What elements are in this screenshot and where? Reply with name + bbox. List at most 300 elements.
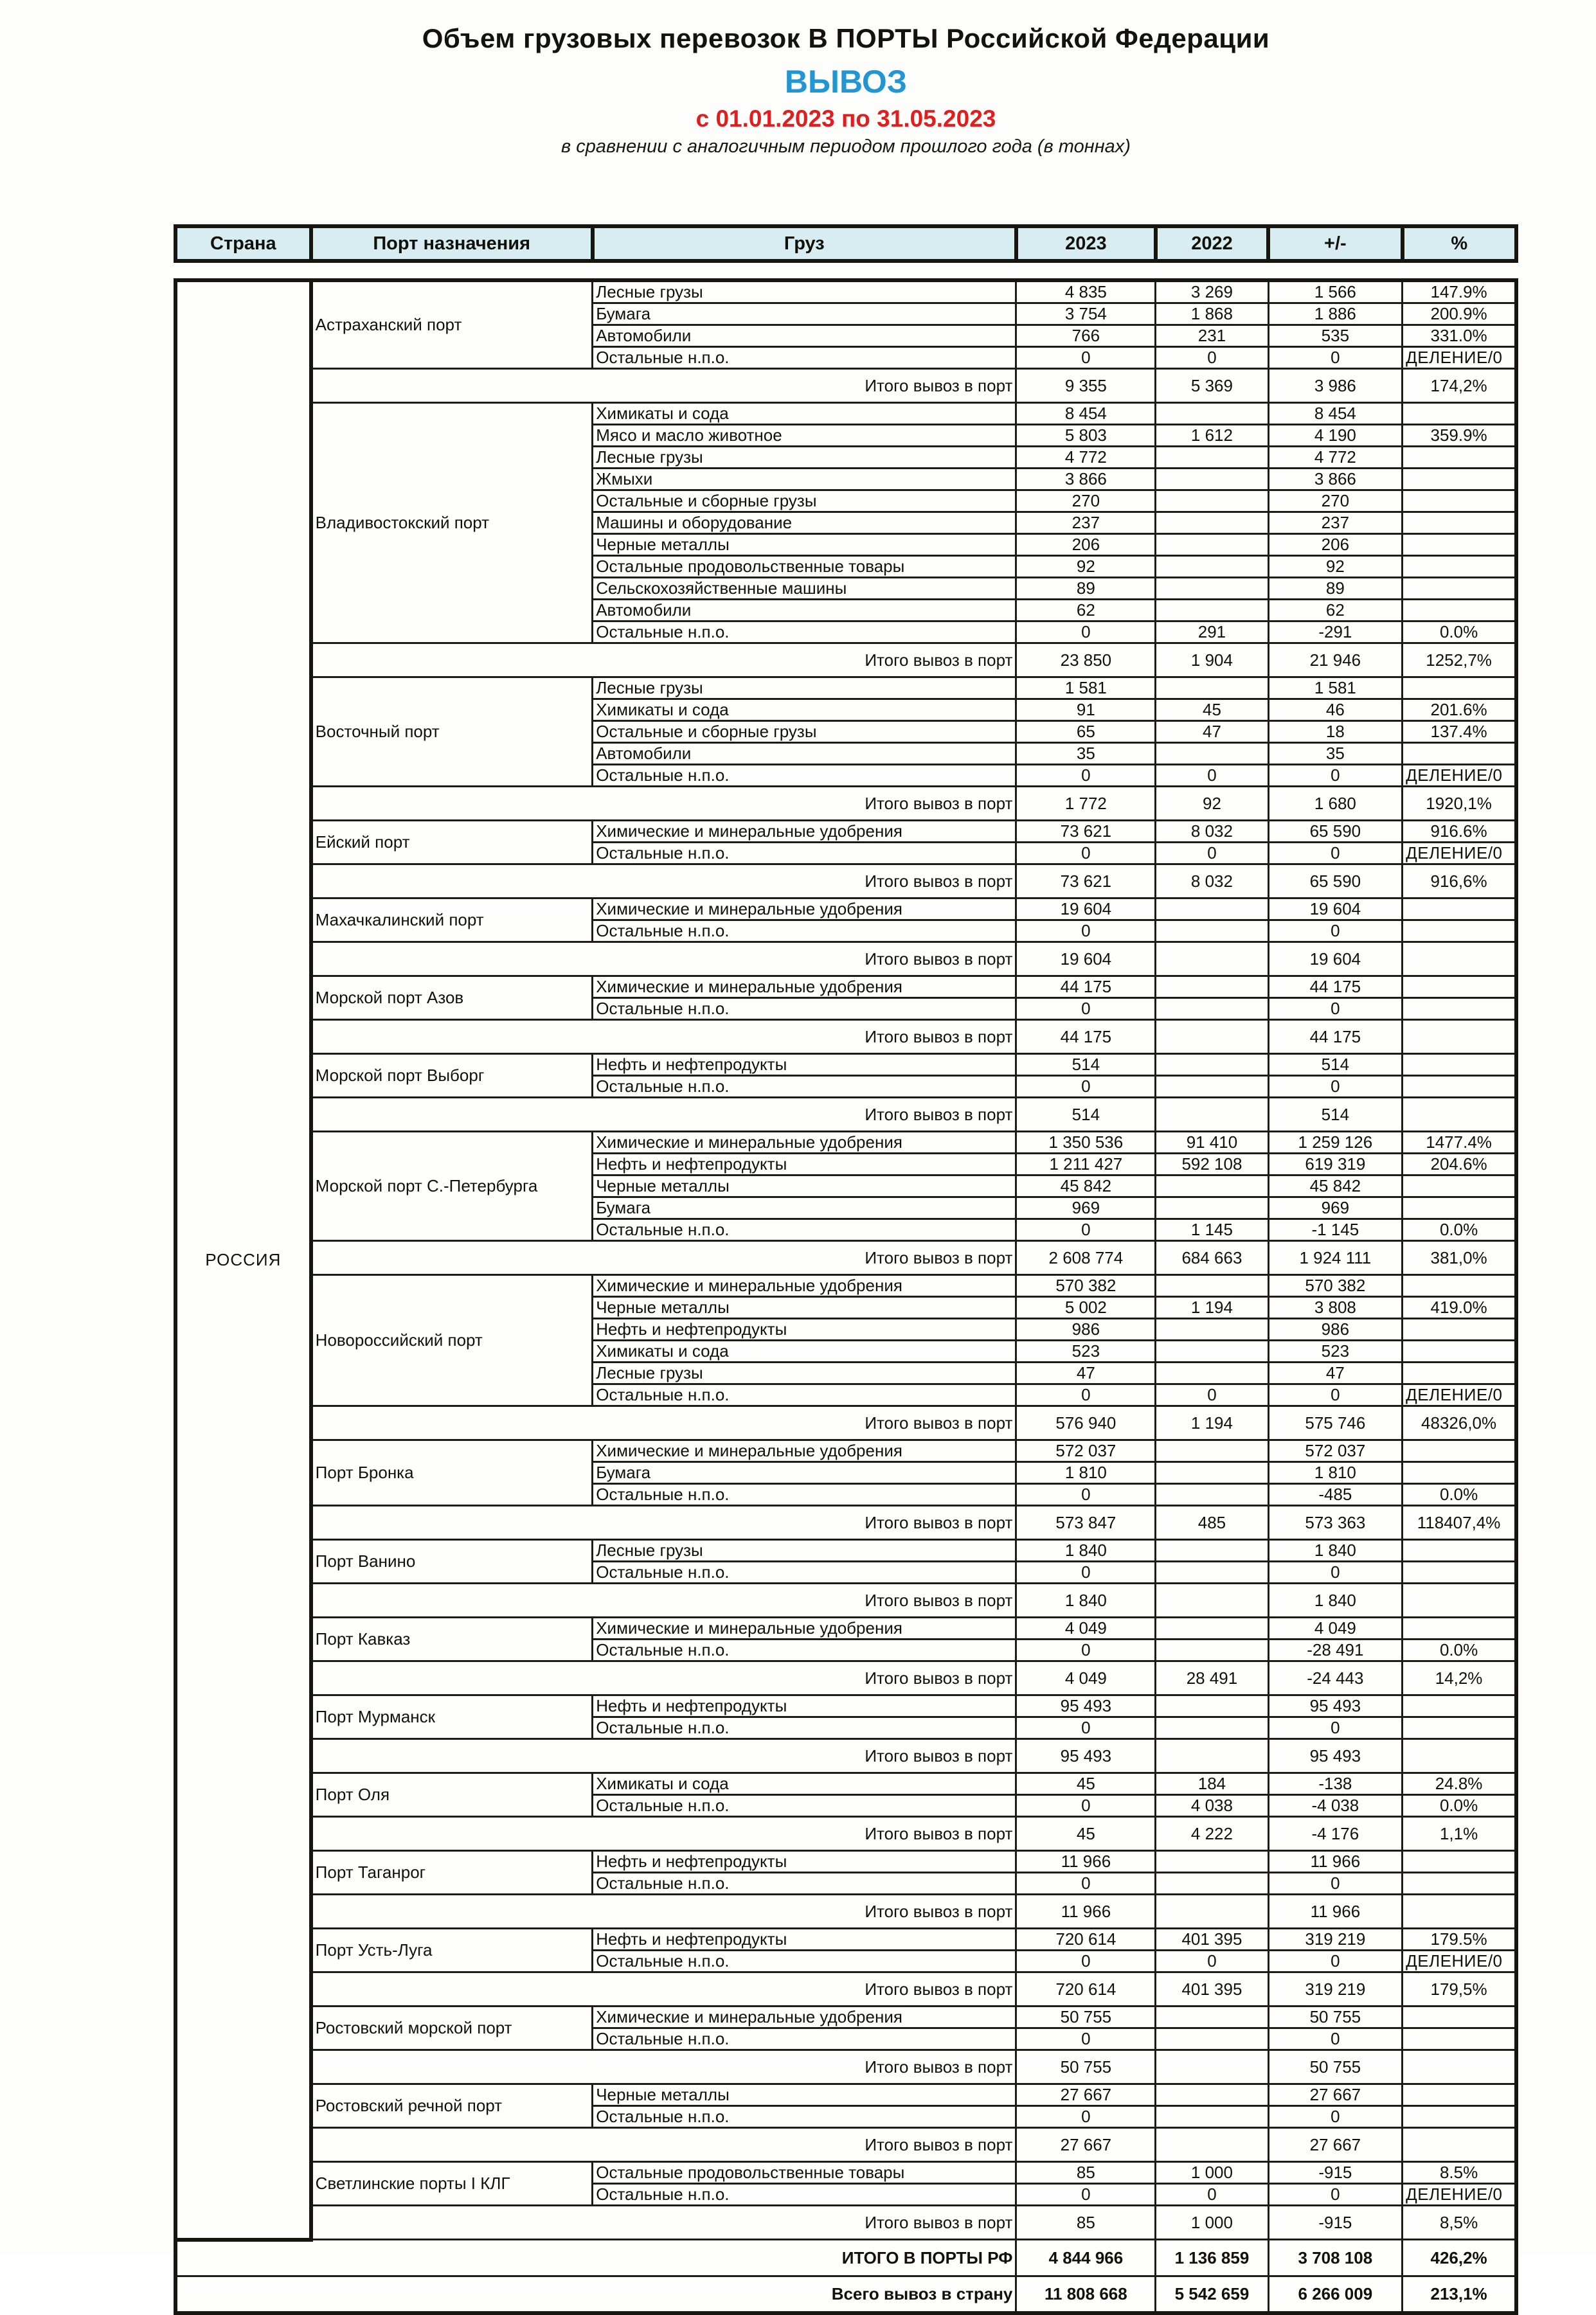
cell-value: 0 [1016, 1640, 1156, 1661]
port-name-cell: Порт Ванино [311, 1540, 593, 1584]
cargo-row [175, 1440, 1516, 1462]
port-total-label: Итого вывоз в порт [311, 1661, 1016, 1695]
cell-value [1156, 2128, 1268, 2162]
cell-value: 73 621 [1016, 821, 1156, 843]
cell-value: 1477.4% [1403, 1132, 1516, 1154]
cell-value: 1 581 [1016, 677, 1156, 699]
cell-cargo-name: Остальные н.п.о. [593, 1484, 1016, 1506]
column-header: +/- [1268, 226, 1403, 261]
cell-value: 95 493 [1268, 1739, 1403, 1773]
cell-cargo-name: Химикаты и сода [593, 1341, 1016, 1363]
cell-value: 118407,4% [1403, 1506, 1516, 1540]
cell-value [1403, 2106, 1516, 2128]
cell-cargo-name: Мясо и масло животное [593, 425, 1016, 447]
cell-value [1156, 1054, 1268, 1076]
cell-value [1156, 469, 1268, 490]
cell-value: 4 049 [1016, 1661, 1156, 1695]
cell-value: 1 904 [1156, 643, 1268, 677]
port-total-row [175, 1739, 1516, 1773]
cargo-row [175, 677, 1516, 699]
cell-cargo-name: Автомобили [593, 325, 1016, 347]
cell-value: 1 840 [1268, 1584, 1403, 1618]
cell-value: 1 136 859 [1156, 2240, 1268, 2276]
cell-value: 0 [1156, 765, 1268, 787]
cell-cargo-name: Сельскохозяйственные машины [593, 578, 1016, 600]
cell-value: 1 259 126 [1268, 1132, 1403, 1154]
cell-value: 619 319 [1268, 1154, 1403, 1175]
cell-cargo-name: Лесные грузы [593, 280, 1016, 303]
cell-value [1403, 2028, 1516, 2050]
port-total-label: Итого вывоз в порт [311, 1406, 1016, 1440]
cell-value: 9 355 [1016, 369, 1156, 403]
cell-value: 65 [1016, 721, 1156, 743]
cell-value: 270 [1268, 490, 1403, 512]
cell-value: 4 222 [1156, 1817, 1268, 1851]
cell-value [1156, 1739, 1268, 1773]
cell-value: 0 [1268, 2184, 1403, 2206]
cell-value [1403, 1895, 1516, 1929]
cell-value: 47 [1268, 1363, 1403, 1384]
cell-cargo-name: Лесные грузы [593, 1363, 1016, 1384]
cell-value: 85 [1016, 2206, 1156, 2240]
cell-value: 573 363 [1268, 1506, 1403, 1540]
cell-value [1156, 2028, 1268, 2050]
cell-value [1156, 1584, 1268, 1618]
port-total-label: Итого вывоз в порт [311, 2128, 1016, 2162]
cell-value: 44 175 [1268, 1020, 1403, 1054]
cell-value: -138 [1268, 1773, 1403, 1795]
port-name-cell: Морской порт Выборг [311, 1054, 593, 1098]
cell-value: 92 [1268, 556, 1403, 578]
cell-cargo-name: Остальные н.п.о. [593, 1562, 1016, 1584]
port-total-row [175, 2050, 1516, 2084]
cell-cargo-name: Автомобили [593, 600, 1016, 621]
cell-value: ДЕЛЕНИЕ/0 [1403, 2184, 1516, 2206]
cell-value: 986 [1016, 1319, 1156, 1341]
port-name-cell: Порт Оля [311, 1773, 593, 1817]
cell-value: 1 680 [1268, 787, 1403, 821]
cell-value: 0 [1016, 1076, 1156, 1098]
cell-value: 0 [1268, 843, 1403, 864]
cell-value: 11 966 [1268, 1895, 1403, 1929]
cell-value: 0 [1016, 1562, 1156, 1584]
cargo-row [175, 1773, 1516, 1795]
cell-value [1156, 447, 1268, 469]
cell-value [1403, 512, 1516, 534]
cell-value: 0 [1268, 765, 1403, 787]
cell-value: 5 002 [1016, 1297, 1156, 1319]
cell-value: 44 175 [1268, 976, 1403, 998]
column-header: 2023 [1016, 226, 1156, 261]
port-name-cell: Ростовский речной порт [311, 2084, 593, 2128]
cell-value [1156, 898, 1268, 920]
title-block [174, 23, 1518, 157]
cell-cargo-name: Нефть и нефтепродукты [593, 1695, 1016, 1717]
cargo-row [175, 1695, 1516, 1717]
port-name-cell: Порт Мурманск [311, 1695, 593, 1739]
comparison-note: в сравнении с аналогичным периодом прошлого года (в тоннах) [561, 136, 1131, 157]
cell-value: 47 [1156, 721, 1268, 743]
cell-value: 48326,0% [1403, 1406, 1516, 1440]
cell-value: 19 604 [1268, 942, 1403, 976]
cell-value: 514 [1268, 1098, 1403, 1132]
cell-value [1156, 743, 1268, 765]
cell-cargo-name: Лесные грузы [593, 1540, 1016, 1562]
cell-value: 44 175 [1016, 976, 1156, 998]
cell-value: 572 037 [1016, 1440, 1156, 1462]
cell-value: 0 [1268, 1076, 1403, 1098]
cell-value: 0 [1156, 2184, 1268, 2206]
cell-cargo-name: Химические и минеральные удобрения [593, 1132, 1016, 1154]
cell-value: 319 219 [1268, 1972, 1403, 2007]
cell-value: 179.5% [1403, 1929, 1516, 1951]
cell-value: 0 [1268, 1384, 1403, 1406]
port-total-row [175, 864, 1516, 898]
cell-value: 5 803 [1016, 425, 1156, 447]
cell-value: 1 924 111 [1268, 1241, 1403, 1275]
cell-value: 1 350 536 [1016, 1132, 1156, 1154]
cell-value: 45 [1016, 1773, 1156, 1795]
cell-value: 535 [1268, 325, 1403, 347]
cell-value: -28 491 [1268, 1640, 1403, 1661]
cell-value [1156, 1175, 1268, 1197]
cell-value [1156, 2084, 1268, 2106]
cargo-row [175, 2162, 1516, 2184]
cargo-row [175, 2007, 1516, 2028]
cell-value: 0 [1016, 1219, 1156, 1241]
cell-cargo-name: Остальные н.п.о. [593, 998, 1016, 1020]
cell-value: 19 604 [1016, 942, 1156, 976]
cell-value [1156, 1618, 1268, 1640]
cell-value: 270 [1016, 490, 1156, 512]
cell-value [1403, 1076, 1516, 1098]
cell-value [1403, 920, 1516, 942]
cell-cargo-name: Черные металлы [593, 1175, 1016, 1197]
grand-total-row [175, 2240, 1516, 2276]
cell-value [1403, 898, 1516, 920]
cell-value [1156, 1020, 1268, 1054]
cell-value: 85 [1016, 2162, 1156, 2184]
cell-value: 916,6% [1403, 864, 1516, 898]
cell-value [1403, 1618, 1516, 1640]
cell-value [1403, 490, 1516, 512]
port-name-cell: Восточный порт [311, 677, 593, 787]
cell-value: 4 835 [1016, 280, 1156, 303]
cell-cargo-name: Химикаты и сода [593, 1773, 1016, 1795]
cell-value [1403, 1098, 1516, 1132]
cell-value: 62 [1016, 600, 1156, 621]
cell-value: 47 [1016, 1363, 1156, 1384]
cell-value: 1 211 427 [1016, 1154, 1156, 1175]
cell-cargo-name: Остальные н.п.о. [593, 765, 1016, 787]
cell-value: 213,1% [1403, 2276, 1516, 2313]
port-total-row [175, 1098, 1516, 1132]
cell-cargo-name: Остальные н.п.о. [593, 1384, 1016, 1406]
port-total-label: Итого вывоз в порт [311, 1020, 1016, 1054]
cell-value: 401 395 [1156, 1972, 1268, 2007]
cell-value: 1920,1% [1403, 787, 1516, 821]
cell-value: ДЕЛЕНИЕ/0 [1403, 765, 1516, 787]
cargo-row [175, 1618, 1516, 1640]
cell-value: 89 [1268, 578, 1403, 600]
cell-value [1156, 490, 1268, 512]
cell-value: 3 866 [1268, 469, 1403, 490]
port-total-row [175, 1584, 1516, 1618]
cell-value [1156, 2106, 1268, 2128]
cell-value: 8 454 [1268, 403, 1403, 425]
cell-value: 0 [1268, 1717, 1403, 1739]
cell-cargo-name: Остальные и сборные грузы [593, 721, 1016, 743]
cell-value [1156, 677, 1268, 699]
cell-value: 592 108 [1156, 1154, 1268, 1175]
cell-value: 916.6% [1403, 821, 1516, 843]
cargo-row [175, 280, 1516, 303]
cell-value [1403, 942, 1516, 976]
cell-value [1403, 403, 1516, 425]
cell-value: -915 [1268, 2162, 1403, 2184]
cell-value [1156, 1695, 1268, 1717]
cell-value: 0 [1268, 920, 1403, 942]
cell-value: 92 [1156, 787, 1268, 821]
cell-value: 18 [1268, 721, 1403, 743]
cell-value [1156, 1873, 1268, 1895]
cargo-row [175, 1851, 1516, 1873]
port-total-row [175, 1972, 1516, 2007]
cell-value: 0 [1016, 998, 1156, 1020]
cell-value: 0 [1016, 1873, 1156, 1895]
cell-value: 0 [1016, 1484, 1156, 1506]
cell-value: 45 [1156, 699, 1268, 721]
cell-value: -4 038 [1268, 1795, 1403, 1817]
cell-value: 35 [1268, 743, 1403, 765]
cell-value: 766 [1016, 325, 1156, 347]
cell-value: 514 [1268, 1054, 1403, 1076]
cell-value: 0 [1268, 1873, 1403, 1895]
cell-value: 19 604 [1268, 898, 1403, 920]
cell-value: 0 [1268, 347, 1403, 369]
cell-value: 4 772 [1268, 447, 1403, 469]
cell-value [1156, 1562, 1268, 1584]
cell-value: 0.0% [1403, 1640, 1516, 1661]
cell-value: 1 581 [1268, 677, 1403, 699]
port-name-cell: Порт Таганрог [311, 1851, 593, 1895]
cell-cargo-name: Остальные н.п.о. [593, 1717, 1016, 1739]
cell-value: ДЕЛЕНИЕ/0 [1403, 1951, 1516, 1972]
cargo-row [175, 1132, 1516, 1154]
cell-value [1156, 1319, 1268, 1341]
cell-value: 1 772 [1016, 787, 1156, 821]
cell-value [1156, 1363, 1268, 1384]
port-total-row [175, 787, 1516, 821]
cell-value: 570 382 [1268, 1275, 1403, 1297]
port-name-cell: Ростовский морской порт [311, 2007, 593, 2050]
port-total-row [175, 2128, 1516, 2162]
cell-value: 50 755 [1268, 2050, 1403, 2084]
cell-cargo-name: Остальные н.п.о. [593, 2028, 1016, 2050]
cell-value: -485 [1268, 1484, 1403, 1506]
port-total-row [175, 942, 1516, 976]
column-header: Страна [175, 226, 311, 261]
cell-cargo-name: Остальные н.п.о. [593, 1795, 1016, 1817]
cell-value: 147.9% [1403, 280, 1516, 303]
cell-value [1403, 2084, 1516, 2106]
cell-value: 206 [1268, 534, 1403, 556]
cell-value: 237 [1016, 512, 1156, 534]
date-range: с 01.01.2023 по 31.05.2023 [695, 105, 996, 132]
cargo-row [175, 1054, 1516, 1076]
cargo-row [175, 1275, 1516, 1297]
cell-cargo-name: Нефть и нефтепродукты [593, 1929, 1016, 1951]
cell-value: 1 886 [1268, 303, 1403, 325]
column-header: 2022 [1156, 226, 1268, 261]
cell-value [1403, 1540, 1516, 1562]
grand-total-row [175, 2276, 1516, 2313]
cell-cargo-name: Нефть и нефтепродукты [593, 1319, 1016, 1341]
cell-cargo-name: Лесные грузы [593, 447, 1016, 469]
cell-value [1403, 1440, 1516, 1462]
cell-value: 1 840 [1016, 1540, 1156, 1562]
document-title: Объем грузовых перевозок В ПОРТЫ Российской Федерации [422, 23, 1270, 53]
cell-cargo-name: Химические и минеральные удобрения [593, 1618, 1016, 1640]
cell-value [1403, 998, 1516, 1020]
cargo-row [175, 403, 1516, 425]
cell-cargo-name: Остальные н.п.о. [593, 2106, 1016, 2128]
cell-cargo-name: Бумага [593, 303, 1016, 325]
cell-cargo-name: Химические и минеральные удобрения [593, 2007, 1016, 2028]
port-name-cell: Ейский порт [311, 821, 593, 864]
cell-value [1156, 1640, 1268, 1661]
port-total-label: Итого вывоз в порт [311, 1739, 1016, 1773]
cell-cargo-name: Черные металлы [593, 2084, 1016, 2106]
cell-value: 8,5% [1403, 2206, 1516, 2240]
port-total-label: Итого вывоз в порт [311, 1506, 1016, 1540]
cell-value [1403, 2050, 1516, 2084]
cell-value [1156, 1275, 1268, 1297]
cell-value [1403, 743, 1516, 765]
cell-value: 50 755 [1268, 2007, 1403, 2028]
cell-value [1403, 976, 1516, 998]
direction-title: ВЫВОЗ [784, 64, 908, 100]
cell-value: 27 667 [1268, 2128, 1403, 2162]
cell-value: 92 [1016, 556, 1156, 578]
cell-value: 11 966 [1016, 1895, 1156, 1929]
port-total-label: Итого вывоз в порт [311, 2050, 1016, 2084]
cell-value: 419.0% [1403, 1297, 1516, 1319]
cell-value: 21 946 [1268, 643, 1403, 677]
cell-value: 0 [1268, 998, 1403, 1020]
cell-value: 3 708 108 [1268, 2240, 1403, 2276]
cell-value [1403, 1739, 1516, 1773]
cell-value [1403, 1319, 1516, 1341]
port-total-row [175, 1406, 1516, 1440]
cell-value: 91 410 [1156, 1132, 1268, 1154]
cell-value [1403, 1341, 1516, 1363]
cell-value: 1 810 [1016, 1462, 1156, 1484]
cell-cargo-name: Остальные н.п.о. [593, 347, 1016, 369]
cell-value: 1252,7% [1403, 643, 1516, 677]
cell-value: 3 986 [1268, 369, 1403, 403]
cell-value: 5 542 659 [1156, 2276, 1268, 2313]
port-total-row [175, 369, 1516, 403]
cell-value: 0 [1156, 1951, 1268, 1972]
cell-value: 523 [1016, 1341, 1156, 1363]
cell-value: 0 [1016, 2184, 1156, 2206]
cell-value [1156, 998, 1268, 1020]
cell-value: 19 604 [1016, 898, 1156, 920]
cell-value: 174,2% [1403, 369, 1516, 403]
cell-value [1156, 1462, 1268, 1484]
cell-value [1403, 578, 1516, 600]
cell-value: 0.0% [1403, 1795, 1516, 1817]
cell-value [1156, 2050, 1268, 2084]
cell-value: 27 667 [1016, 2084, 1156, 2106]
cell-value: 381,0% [1403, 1241, 1516, 1275]
cell-value: 1 000 [1156, 2162, 1268, 2184]
cell-value: 45 842 [1016, 1175, 1156, 1197]
cell-value [1156, 1717, 1268, 1739]
cell-value [1156, 534, 1268, 556]
cell-value: 46 [1268, 699, 1403, 721]
cell-value: 0 [1016, 765, 1156, 787]
cell-value: 986 [1268, 1319, 1403, 1341]
cell-cargo-name: Лесные грузы [593, 677, 1016, 699]
cell-cargo-name: Химические и минеральные удобрения [593, 821, 1016, 843]
port-name-cell: Морской порт Азов [311, 976, 593, 1020]
cell-cargo-name: Автомобили [593, 743, 1016, 765]
cell-value [1403, 534, 1516, 556]
cell-cargo-name: Бумага [593, 1197, 1016, 1219]
cell-value: 231 [1156, 325, 1268, 347]
cell-value: 0.0% [1403, 621, 1516, 643]
cell-value [1156, 1341, 1268, 1363]
cell-cargo-name: Химические и минеральные удобрения [593, 1440, 1016, 1462]
port-name-cell: Владивостокский порт [311, 403, 593, 643]
country-cell: РОССИЯ [175, 280, 311, 2240]
port-total-label: Итого вывоз в порт [311, 1817, 1016, 1851]
cell-value [1156, 578, 1268, 600]
cell-value: 0 [1016, 2028, 1156, 2050]
cell-cargo-name: Остальные н.п.о. [593, 920, 1016, 942]
cell-value: 969 [1268, 1197, 1403, 1219]
cell-value: 0 [1016, 843, 1156, 864]
cell-value: 27 667 [1016, 2128, 1156, 2162]
cell-value: 45 842 [1268, 1175, 1403, 1197]
cell-value [1403, 2128, 1516, 2162]
cell-value: 206 [1016, 534, 1156, 556]
cell-cargo-name: Нефть и нефтепродукты [593, 1054, 1016, 1076]
cell-value: 0 [1268, 2028, 1403, 2050]
port-total-row [175, 1020, 1516, 1054]
cell-value: 4 049 [1268, 1618, 1403, 1640]
cell-cargo-name: Нефть и нефтепродукты [593, 1851, 1016, 1873]
cell-value [1403, 447, 1516, 469]
cell-value: ДЕЛЕНИЕ/0 [1403, 843, 1516, 864]
grand-total-label: Всего вывоз в страну [175, 2276, 1016, 2313]
cell-cargo-name: Остальные н.п.о. [593, 621, 1016, 643]
cell-value: 0 [1016, 1384, 1156, 1406]
cell-value: 1 145 [1156, 1219, 1268, 1241]
cell-value: 0 [1156, 843, 1268, 864]
cell-value: 62 [1268, 600, 1403, 621]
cell-value: 50 755 [1016, 2007, 1156, 2028]
port-name-cell: Махачкалинский порт [311, 898, 593, 942]
cell-value: 1 566 [1268, 280, 1403, 303]
port-name-cell: Порт Кавказ [311, 1618, 593, 1661]
cell-value: 95 493 [1016, 1695, 1156, 1717]
cell-value: 575 746 [1268, 1406, 1403, 1440]
cargo-row [175, 898, 1516, 920]
port-total-row [175, 2206, 1516, 2240]
